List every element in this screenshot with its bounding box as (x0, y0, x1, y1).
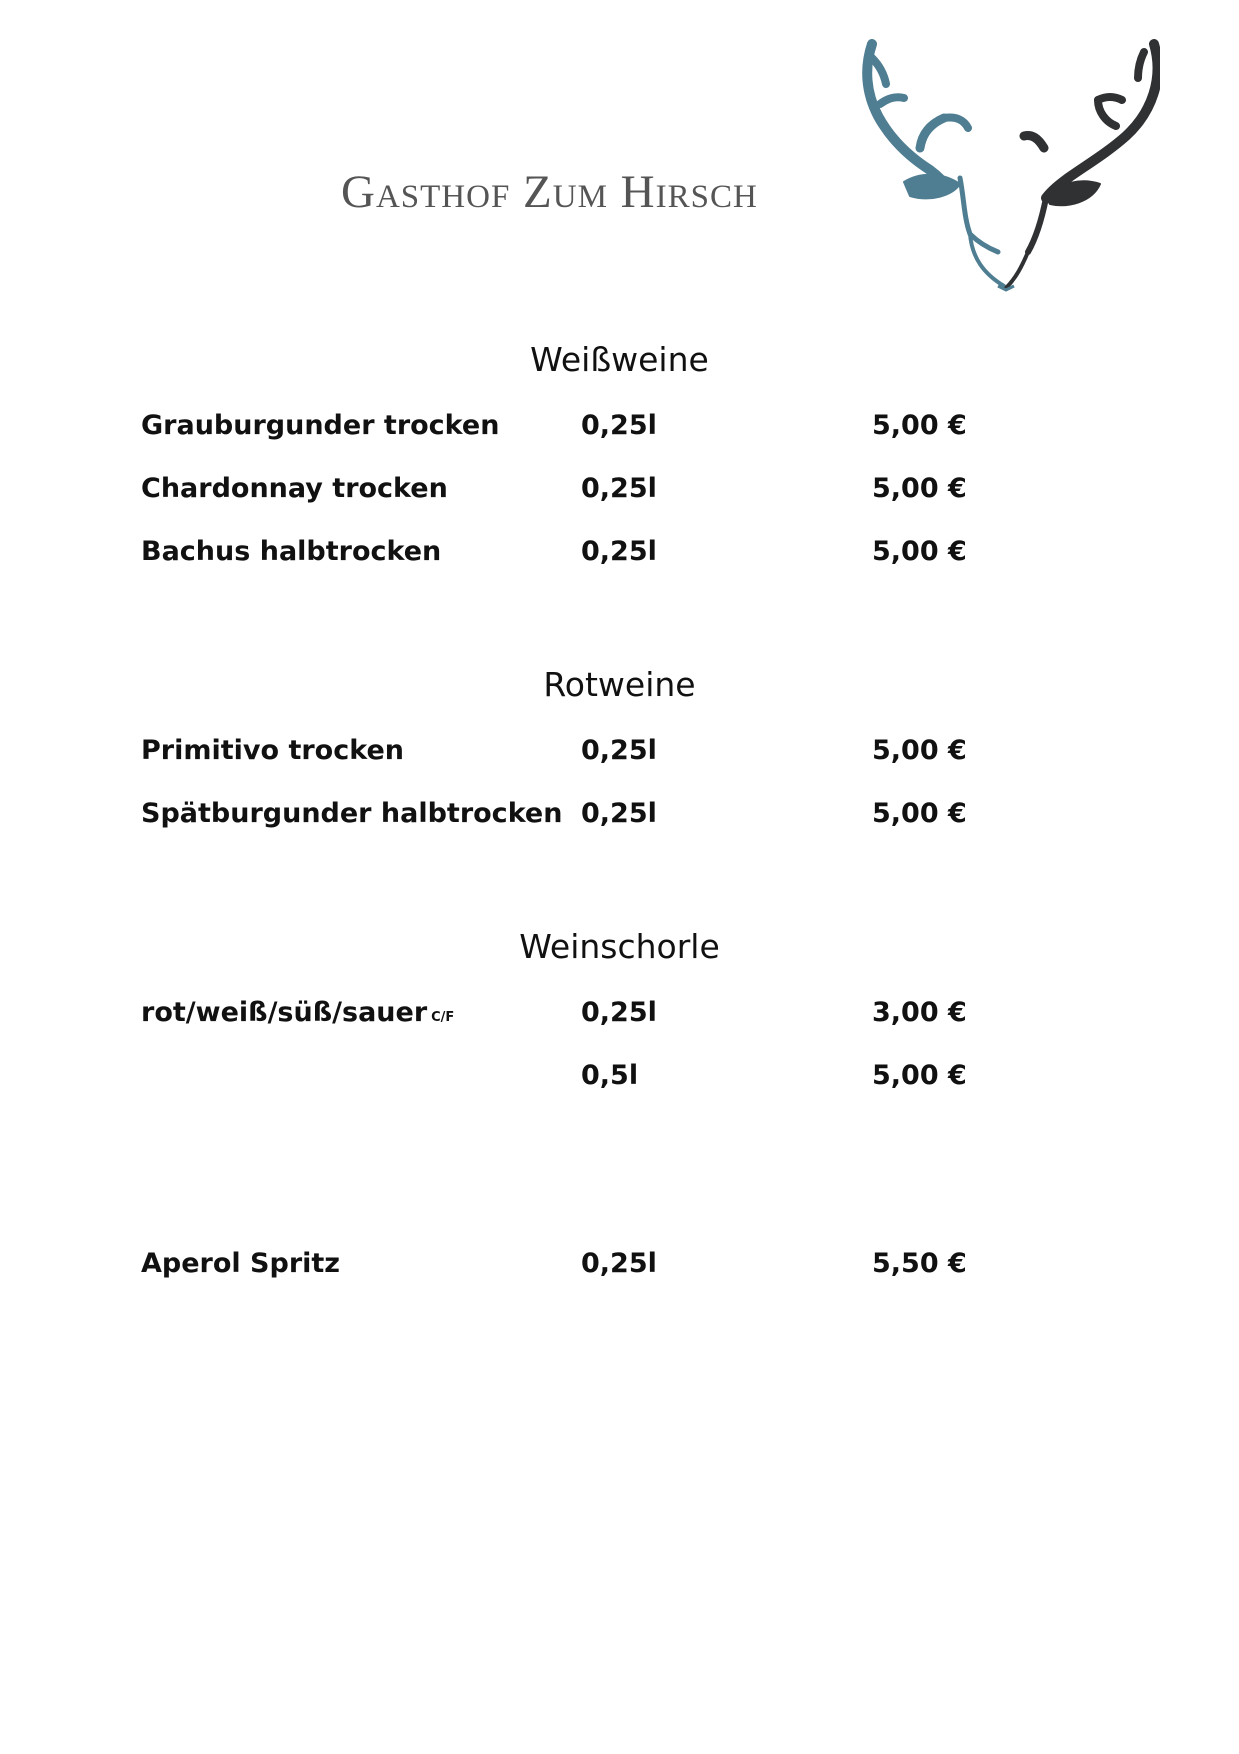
menu-item-row (0, 1248, 1239, 1288)
item-price: 5,00 € (872, 536, 967, 567)
item-name: Grauburgunder trocken (141, 410, 500, 441)
item-price: 5,00 € (872, 1060, 967, 1091)
deer-antler-logo-icon (860, 38, 1160, 292)
brand-name: Gasthof Zum Hirsch (341, 166, 758, 218)
item-volume: 0,25l (581, 997, 657, 1028)
menu-item-row (0, 997, 1239, 1037)
item-name: Primitivo trocken (141, 735, 404, 766)
item-volume: 0,25l (581, 536, 657, 567)
item-price: 5,00 € (872, 473, 967, 504)
item-price: 3,00 € (872, 997, 967, 1028)
item-volume: 0,5l (581, 1060, 639, 1091)
item-volume: 0,25l (581, 473, 657, 504)
item-volume: 0,25l (581, 798, 657, 829)
item-price: 5,50 € (872, 1248, 967, 1279)
menu-item-row (0, 1060, 1239, 1100)
menu-item-row (0, 410, 1239, 450)
item-name: Chardonnay trocken (141, 473, 448, 504)
item-price: 5,00 € (872, 735, 967, 766)
item-name: Spätburgunder halbtrocken (141, 798, 563, 829)
item-volume: 0,25l (581, 735, 657, 766)
item-price: 5,00 € (872, 798, 967, 829)
item-name: Aperol Spritz (141, 1248, 341, 1279)
item-price: 5,00 € (872, 410, 967, 441)
item-volume: 0,25l (581, 410, 657, 441)
item-volume: 0,25l (581, 1248, 657, 1279)
section-title-weissweine: Weißweine (530, 340, 709, 379)
item-name-with-note (141, 997, 454, 1028)
allergen-note: C/F (431, 1010, 455, 1025)
menu-item-row (0, 473, 1239, 513)
menu-item-row (0, 798, 1239, 838)
item-name: Bachus halbtrocken (141, 536, 442, 567)
section-title-rotweine: Rotweine (543, 665, 696, 704)
menu-item-row (0, 735, 1239, 775)
item-name: rot/weiß/süß/sauer (141, 997, 428, 1028)
section-title-weinschorle: Weinschorle (519, 927, 720, 966)
menu-item-row (0, 536, 1239, 576)
